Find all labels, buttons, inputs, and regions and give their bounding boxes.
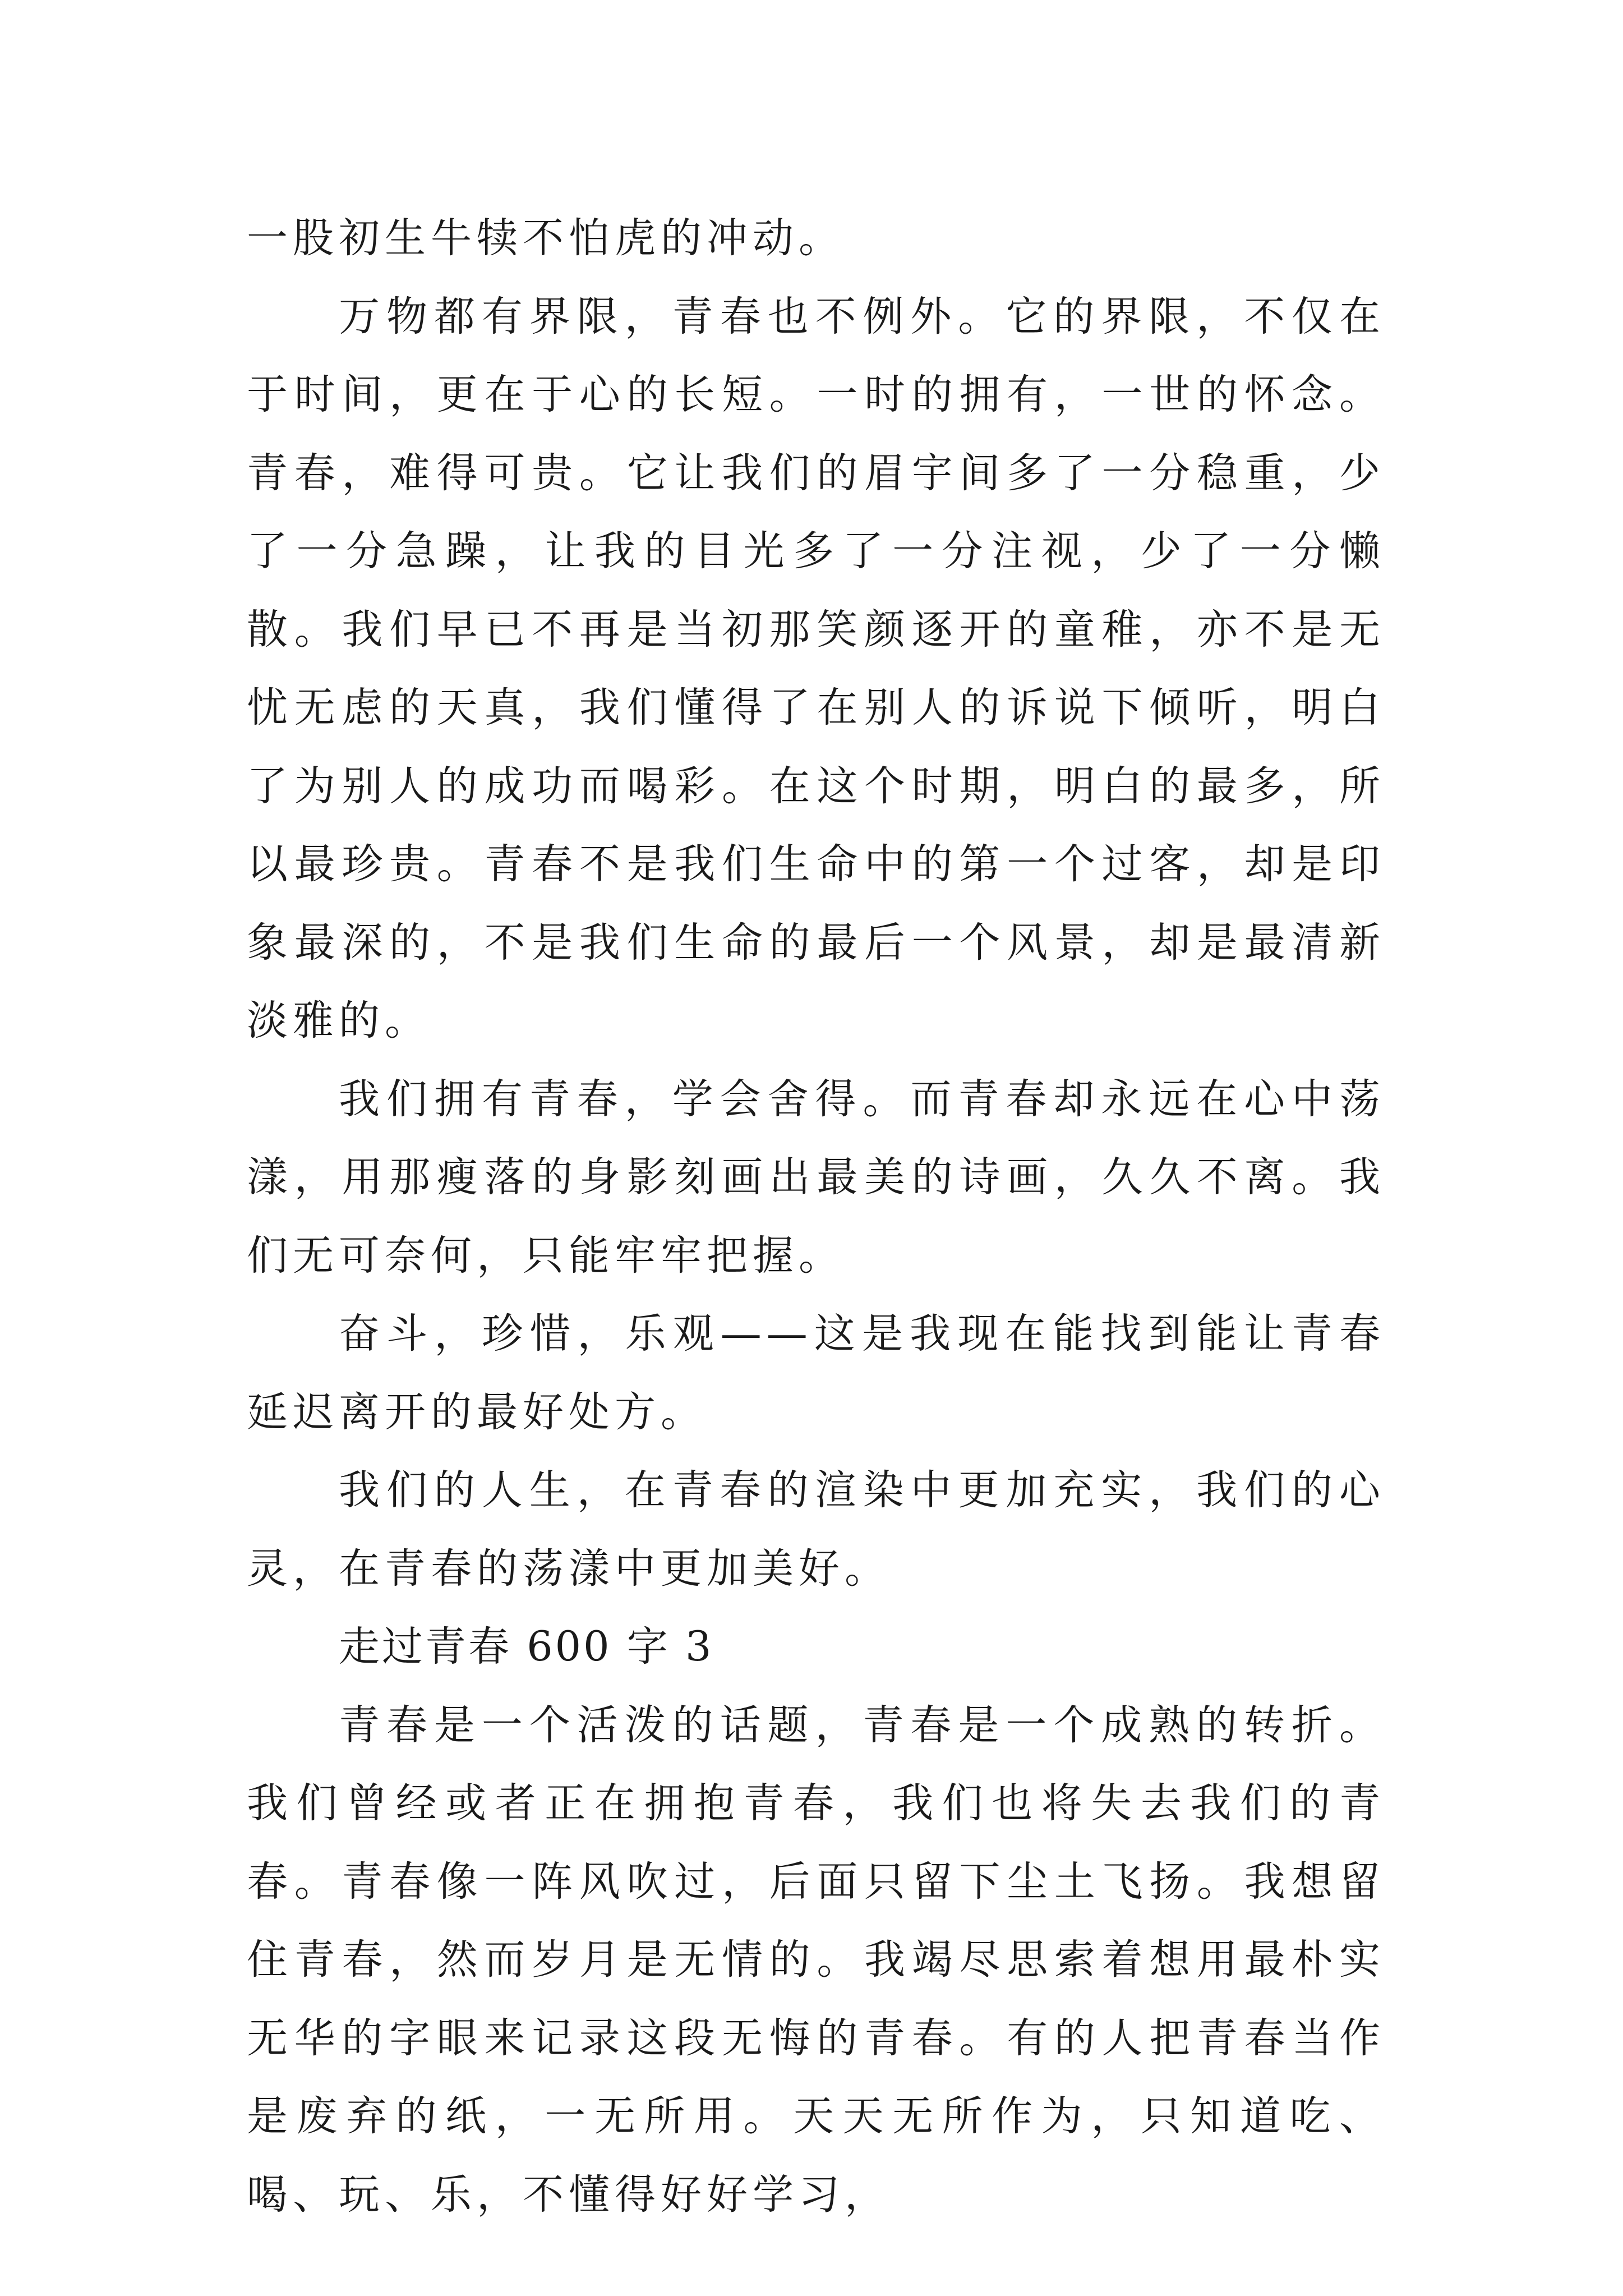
document-body: [247, 199, 1385, 2234]
paragraph-continuation: 一股初生牛犊不怕虎的冲动。: [247, 214, 845, 262]
paragraph-life: 我们的人生，在青春的渲染中更加充实，我们的心灵，在青春的荡漾中更加美好。: [247, 1466, 1385, 1593]
paragraph-section-3: 青春是一个活泼的话题，青春是一个成熟的转折。我们曾经或者正在拥抱青春，我们也将失去我们的青春。青春像一阵风吹过，后面只留下尘土飞扬。我想留住青春，然而岁月是无情的。我竭尽思索着想用最朴实无华的字眼来记录这段无悔的青春。有的人把青春当作是废弃的纸，一无所用。天天无所作为，只知道吃、喝、玩、乐，不懂得好好学习，: [247, 1701, 1385, 2219]
paragraph-boundaries: 万物都有界限，青春也不例外。它的界限，不仅在于时间，更在于心的长短。一时的拥有，一世的怀念。青春，难得可贵。它让我们的眉宇间多了一分稳重，少了一分急躁，让我的目光多了一分注视，少了一分懒散。我们早已不再是当初那笑颜逐开的童稚，亦不是无忧无虑的天真，我们懂得了在别人的诉说下倾听，明白了为别人的成功而喝彩。在这个时期，明白的最多，所以最珍贵。青春不是我们生命中的第一个过客，却是印象最深的，不是我们生命的最后一个风景，却是最清新淡雅的。: [247, 292, 1385, 1045]
section-heading: 走过青春 600 字 3: [339, 1623, 714, 1671]
paragraph-prescription: 奋斗，珍惜，乐观——这是我现在能找到能让青春延迟离开的最好处方。: [247, 1310, 1385, 1436]
paragraph-cherish: 我们拥有青春，学会舍得。而青春却永远在心中荡漾，用那瘦落的身影刻画出最美的诗画，久久不离。我们无可奈何，只能牢牢把握。: [247, 1075, 1385, 1280]
